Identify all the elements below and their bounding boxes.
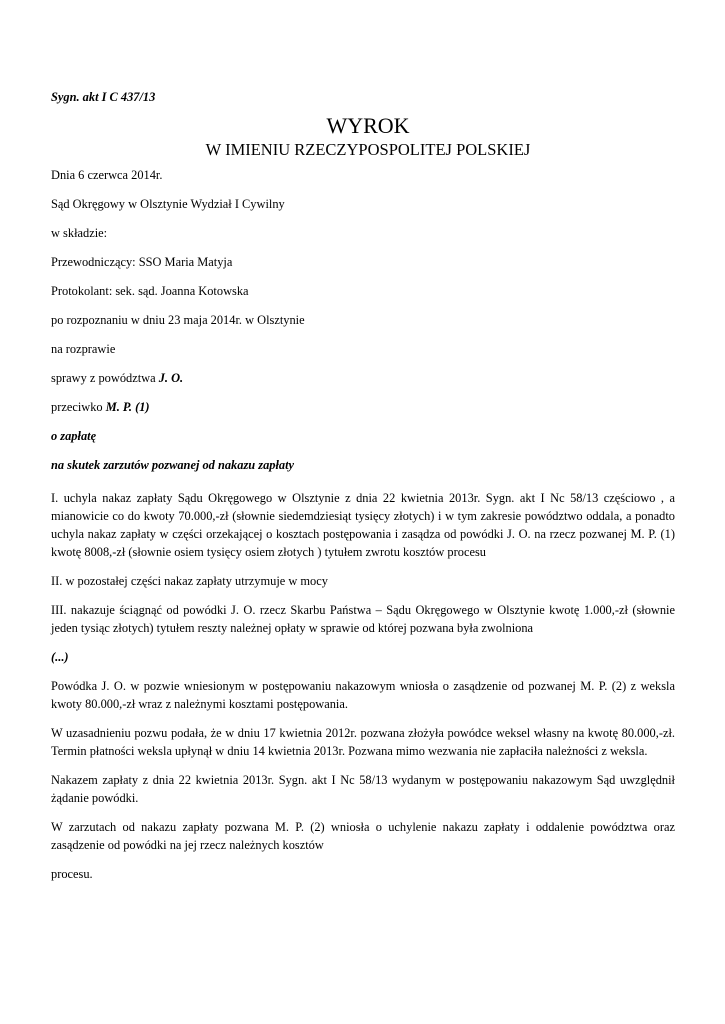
case-defendant-line <box>51 398 675 427</box>
case-plaintiff-line <box>51 369 675 398</box>
ruling-paragraph: I. uchyla nakaz zapłaty Sądu Okręgowego w Olsztynie z dnia 22 kwietnia 2013r. Sygn. akt I Nc 58/13 częściowo , a mianowicie co do kwoty 70.000,-zł (słownie siedemdziesiąt tysięcy złotych) i w tym zakresie powództwo oddala, a ponadto uchyla nakaz zapłaty w części orzekającej o kosztach postępowania i zasądza od powódki J. O. na rzecz pozwanej M. P. (1) kwotę 8008,-zł (słownie osiem tysięcy osiem złotych ) tytułem zwrotu kosztów procesu <box>51 491 675 559</box>
case-basis: na skutek zarzutów pozwanej od nakazu zapłaty <box>51 458 295 472</box>
defendant-name: M. P. (1) <box>105 400 150 414</box>
justification-paragraph: procesu. <box>51 867 93 881</box>
session-type: na rozprawie <box>51 342 116 356</box>
justification-paragraph: Nakazem zapłaty z dnia 22 kwietnia 2013r. Sygn. akt I Nc 58/13 wydanym w postępowaniu nakazowym Sąd uwzględnił żądanie powódki. <box>51 773 675 805</box>
ellipsis-marker: (...) <box>51 650 69 664</box>
ruling-paragraph: III. nakazuje ściągnąć od powódki J. O. rzecz Skarbu Państwa – Sądu Okręgowego w Olsztynie kwotę 1.000,-zł (słownie jeden tysiąc złotych) tytułem reszty należnej opłaty w sprawie od której pozwana była zwolniona <box>51 603 675 635</box>
justification-paragraph: Powódka J. O. w pozwie wniesionym w postępowaniu nakazowym wniosła o zasądzenie od pozwanej M. P. (2) z weksla kwoty 80.000,-zł wraz z należnymi kosztami postępowania. <box>51 679 675 711</box>
ruling-paragraph: II. w pozostałej części nakaz zapłaty utrzymuje w mocy <box>51 574 328 588</box>
case-signature: Sygn. akt I C 437/13 <box>51 90 156 104</box>
judgment-title: WYROK <box>326 113 410 138</box>
composition-label: w składzie: <box>51 226 108 240</box>
court-clerk: Protokolant: sek. sąd. Joanna Kotowska <box>51 284 249 298</box>
presiding-judge: Przewodniczący: SSO Maria Matyja <box>51 255 233 269</box>
document-page <box>51 88 675 894</box>
justification-paragraph: W uzasadnieniu pozwu podała, że w dniu 17 kwietnia 2012r. pozwana złożyła powódce weksel własny na kwotę 80.000,-zł. Termin płatności weksla upłynął w dniu 14 kwietnia 2013r. Pozwana mimo wezwania nie zapłaciła należności z weksla. <box>51 726 675 758</box>
plaintiff-name: J. O. <box>158 371 184 385</box>
judgment-date: Dnia 6 czerwca 2014r. <box>51 168 163 182</box>
case-prefix: sprawy z powództwa <box>51 371 159 385</box>
against-prefix: przeciwko <box>51 400 106 414</box>
case-subject: o zapłatę <box>51 429 97 443</box>
justification-paragraph: W zarzutach od nakazu zapłaty pozwana M. P. (2) wniosła o uchylenie nakazu zapłaty i oddalenie powództwa oraz zasądzenie od powódki na jej rzecz należnych kosztów <box>51 820 675 852</box>
judgment-subtitle: W IMIENIU RZECZYPOSPOLITEJ POLSKIEJ <box>205 140 531 159</box>
court-name: Sąd Okręgowy w Olsztynie Wydział I Cywilny <box>51 197 285 211</box>
hearing-info: po rozpoznaniu w dniu 23 maja 2014r. w Olsztynie <box>51 313 305 327</box>
